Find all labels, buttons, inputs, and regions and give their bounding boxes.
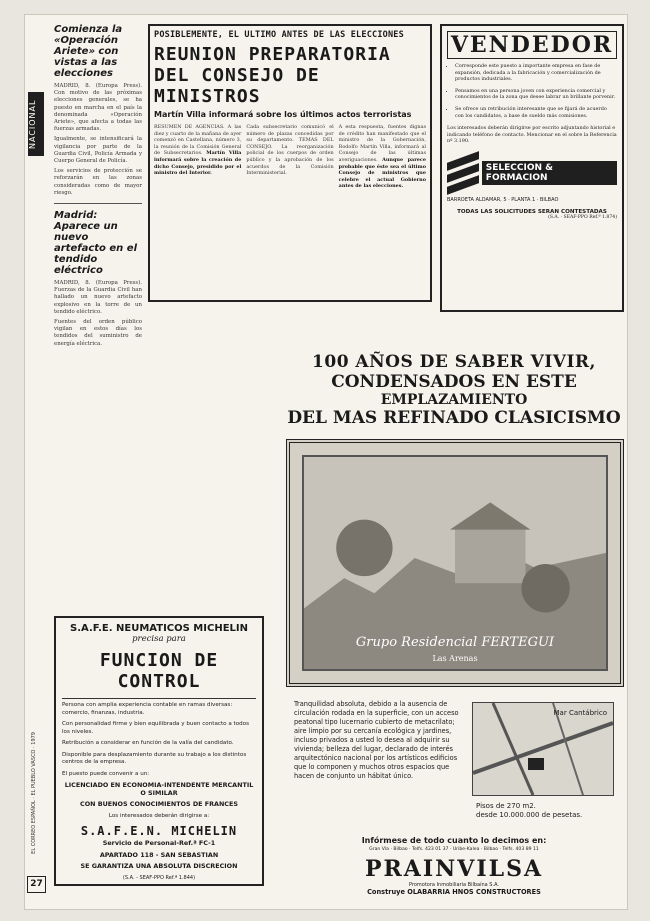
promo-line: 100 AÑOS DE SABER VIVIR, [312, 352, 596, 372]
pisos-price: desde 10.000.000 de pesetas. [476, 811, 583, 819]
michelin-box: APARTADO 118 - SAN SEBASTIAN [99, 850, 219, 859]
article-deck: Martín Villa informará sobre los últimos actos terroristas [154, 110, 412, 119]
divider [54, 203, 142, 204]
requirement: Persona con amplia experiencia contable en ramas diversas: comercio, finanzas, industria. [62, 702, 233, 716]
requirement: Con personalidad firme y bien equilibrada y buen contacto a todos los niveles. [62, 721, 250, 735]
story-paragraph: MADRID, 8. (Europa Press). Fuerzas de la Guardia Civil han hallado un nuevo artefacto explosivo en la torre de un tendido eléctrico. [54, 280, 142, 315]
pisos-info [476, 802, 582, 820]
story-dateline: MADRID, 8. (Europa Press). Con motivo de las próximas elecciones generales, se ha puesto en marcha en el país la denominada «Operación Ariete», que afecta a todas las fuerzas armadas. [54, 83, 142, 133]
page-sidebar [26, 32, 46, 892]
list-item: • Se ofrece un retribución interesante que se fijará de acuerdo con los candidatos, a base de sueldo más comisiones. [455, 106, 617, 119]
publication-meta: EL CORREO ESPAÑOL · EL PUEBLO VASCO · 1979 [31, 732, 37, 854]
promo-image-frame [286, 439, 624, 687]
pisos-size: Pisos de 270 m2. [476, 802, 536, 810]
divider [62, 698, 256, 699]
location-map [472, 702, 614, 796]
article-text: Cada subsecretario comunicó el número de plazas concedidas por su departamento. TEMAS DEL CONSEJO. La reorganización policial de los cuerpos de orden público y la aprobación de los acuerdos de la Comisión Interministerial. [246, 124, 334, 177]
list-item: • Pensamos en una persona joven con experiencia comercial y conocimientos de la zona que desee labrar un brillante porvenir. [455, 88, 617, 101]
story-headline-madrid-artefacto: Madrid: Aparece un nuevo artefacto en el tendido eléctrico [54, 210, 137, 277]
promo-body-text: Tranquilidad absoluta, debido a la ausencia de circulación rodada en la superficie, con un acceso peatonal tipo lucernario cubierto de metacrilato; aire limpio por su cercanía ecológica y jardines, incluso privados a usted lo desea al adquirir su vivienda; belleza del lugar, declarado de interés arquitectónico nacional por los artísticos edificios que lo componen y muchos otros espacios que hacen de conjunto un hábitat único. [294, 700, 459, 780]
brand-subtitle: Promotora Inmobiliaria Bilbaína S.A. [408, 882, 499, 888]
vendedor-ad [440, 24, 624, 312]
contact-title: Infórmese de todo cuanto lo decimos en: [361, 836, 547, 845]
promo-caption [290, 635, 620, 665]
left-news-column [54, 24, 142, 604]
vendedor-closing: TODAS LAS SOLICITUDES SERAN CONTESTADAS [457, 208, 607, 215]
degree-requirement: LICENCIADO EN ECONOMIA-INTENDENTE MERCANTIL O SIMILAR [64, 781, 254, 797]
vendedor-note: Los interesados deberán dirigirse por escrito adjuntando historial e indicando teléfono de contacto. Mencionar en el sobre la Referencia nº 3.190. [447, 125, 617, 145]
michelin-needs: precisa para [132, 634, 186, 644]
michelin-discretion: SE GARANTIZA UNA ABSOLUTA DISCRECION [80, 862, 238, 870]
newspaper-page [24, 14, 628, 910]
article-headline-line2: DEL CONSEJO DE MINISTROS [154, 65, 320, 107]
article-text-bold: Martín Villa informará sobre la creación de dicho Consejo, presidido por el ministro del Interior. [154, 150, 242, 177]
promo-line: CONDENSADOS EN ESTE [331, 372, 577, 392]
michelin-position: FUNCION DE CONTROL [99, 650, 219, 692]
article-text: RESUMEN DE AGENCIAS. A las diez y cuarto de la mañana de ayer comenzó en Castellana, número 3, la reunión de la Comisión General de Subsecretarios. [154, 124, 242, 157]
brand-logo: PRAINVILSA [364, 856, 544, 882]
agency-name: SELECCION & FORMACION [482, 161, 617, 185]
list-item: • Corresponde este puesto a importante empresa en fase de expansión, dedicada a la fabricación y comercialización de productos industriales. [455, 63, 617, 83]
requirement: El puesto puede convenir a un: [62, 770, 150, 777]
language-requirement: CON BUENOS CONOCIMIENTOS DE FRANCES [80, 800, 238, 808]
send-instructions: Los interesados deberán dirigirse a: [108, 812, 210, 819]
michelin-reference: (S.A. - SEAF-PPO Ref.ª 1.844) [122, 874, 196, 881]
story-paragraph: Los servicios de protección se reforzarán en las zonas consideradas como de mayor riesgo. [54, 168, 142, 196]
vendedor-reference: (S.A. · SEAF-PPO Ref.ª 1.874) [548, 214, 617, 220]
michelin-company: S.A.F.E. NEUMATICOS MICHELIN [70, 623, 248, 634]
article-column-3 [339, 124, 426, 190]
page-number: 27 [27, 876, 46, 893]
story-headline-operacion-ariete: Comienza la «Operación Ariete» con vistas a las elecciones [54, 24, 123, 79]
contact-details: Gran Vía · Bilbao · Telfs. 423 01 37 · Uribe-Kalea · Bilbao · Telfs. 403 89 11 [369, 847, 539, 852]
article-headline-line1: REUNION PREPARATORIA [154, 44, 391, 65]
promo-caption-title: Grupo Residencial FERTEGUI [355, 635, 555, 650]
article-columns [154, 124, 426, 190]
map-label: Mar Cantábrico [553, 709, 607, 717]
requirement: Retribución a considerar en función de la valía del candidato. [62, 740, 234, 746]
vendedor-requirements [447, 63, 617, 119]
requirement: Disponible para desplazamiento durante su trabajo a los distintos centros de la empresa. [62, 751, 247, 765]
article-column-1 [154, 124, 241, 190]
promo-line: DEL MAS REFINADO CLASICISMO [287, 408, 621, 428]
agency-address: BARROETA ALDAMAR, 5 · PLANTA 1 · BILBAO [447, 196, 559, 203]
michelin-department: Servicio de Personal-Ref.ª FC-1 [102, 839, 216, 847]
section-label: NACIONAL [28, 92, 44, 156]
vendedor-title: VENDEDOR [447, 31, 617, 59]
story-paragraph: Igualmente, se intensificará la vigilancia por parte de la Guardia Civil, Policía Armada y Cuerpo General de Policía. [54, 136, 142, 165]
promo-headline [284, 352, 624, 428]
article-text-bold: Aunque parece probable que éste sea el último Consejo de ministros que celebre el actual Gobierno antes de las elecciones. [338, 156, 426, 190]
promo-caption-sub: Las Arenas [432, 654, 478, 663]
article-text: A esta respuesta, fuentes dignas de crédito han manifestado que el ministro de la Gobernación, Rodolfo Martín Villa, informará al Consejo de las últimas averiguaciones. [338, 124, 426, 163]
article-kicker: POSIBLEMENTE, EL ULTIMO ANTES DE LAS ELECCIONES [154, 30, 404, 40]
builder-line: Construye OLABARRIA HNOS CONSTRUCTORES [367, 888, 541, 896]
story-paragraph: Fuentes del orden público vigilan en estos días los tendidos del suministro de energía eléctrica. [54, 319, 142, 347]
agency-logo [447, 153, 617, 193]
s-logo-icon [447, 153, 478, 193]
promo-contact [284, 836, 624, 896]
main-article [148, 24, 432, 302]
michelin-name: S.A.F.E.N. MICHELIN [80, 824, 238, 838]
article-column-2 [246, 124, 333, 190]
michelin-ad [54, 616, 264, 886]
promo-line: EMPLAZAMIENTO [380, 392, 528, 408]
